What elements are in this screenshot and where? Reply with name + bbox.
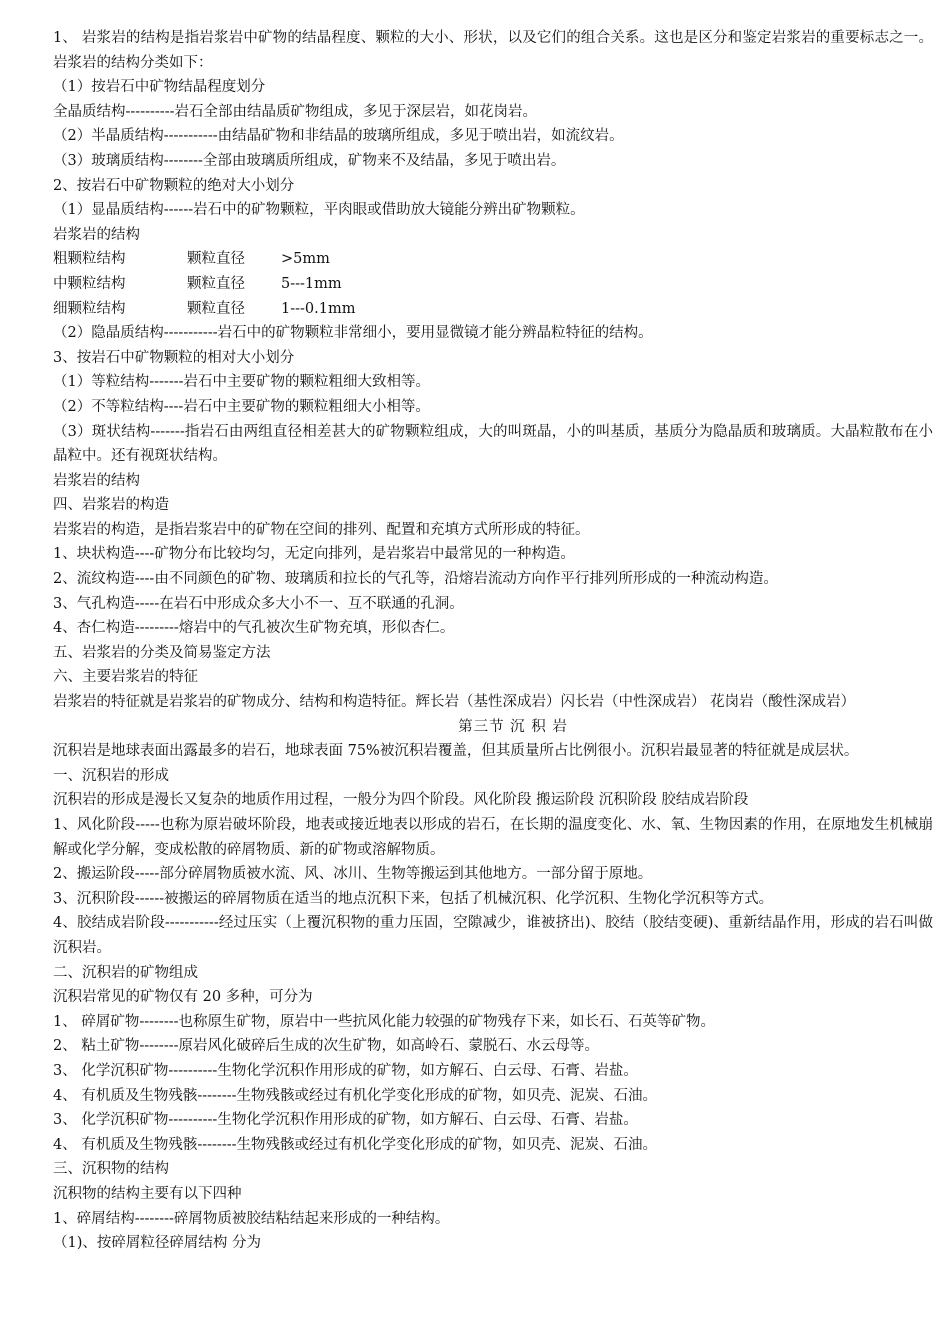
text-line: 2、流纹构造----由不同颜色的矿物、玻璃质和拉长的气孔等，沿熔岩流动方向作平行排列所形成的一种流动构造。 xyxy=(53,571,778,588)
grain-size-cell: 细颗粒结构 xyxy=(53,300,126,317)
text-line: 3、 化学沉积矿物----------生物化学沉积作用形成的矿物，如方解石、白云母、石膏、岩盐。 xyxy=(53,1062,638,1079)
text-line: 全晶质结构----------岩石全部由结晶质矿物组成，多见于深层岩，如花岗岩。 xyxy=(53,103,537,120)
text-line: 岩浆岩的结构 xyxy=(53,226,140,243)
grain-size-row xyxy=(53,272,933,297)
text-line: 沉积岩是地球表面出露最多的岩石，地球表面 75%被沉积岩覆盖，但其质量所占比例很小。沉积岩最显著的特征就是成层状。 xyxy=(53,743,859,760)
text-line: 1、 岩浆岩的结构是指岩浆岩中矿物的结晶程度、颗粒的大小、形状，以及它们的组合关系。这也是区分和鉴定岩浆岩的重要标志之一。岩浆岩的结构分类如下： xyxy=(53,30,933,71)
grain-size-cell: 5---1mm xyxy=(281,275,342,292)
text-line: 4、杏仁构造---------熔岩中的气孔被次生矿物充填，形似杏仁。 xyxy=(53,620,455,637)
text-line: （1)、按碎屑粒径碎屑结构 分为 xyxy=(53,1235,261,1252)
text-line: 岩浆岩的特征就是岩浆岩的矿物成分、结构和构造特征。辉长岩（基性深成岩）闪长岩（中性深成岩） 花岗岩（酸性深成岩） xyxy=(53,694,856,711)
text-line: 1、碎屑结构--------碎屑物质被胶结粘结起来形成的一种结构。 xyxy=(53,1210,450,1227)
text-line: 一、沉积岩的形成 xyxy=(53,767,169,784)
grain-size-cell: 颗粒直径 xyxy=(187,300,245,317)
text-line: 沉积物的结构主要有以下四种 xyxy=(53,1185,242,1202)
grain-size-cell: 颗粒直径 xyxy=(187,251,245,268)
text-line: 2、搬运阶段-----部分碎屑物质被水流、风、冰川、生物等搬运到其他地方。一部分留于原地。 xyxy=(53,866,653,883)
text-line: 二、沉积岩的矿物组成 xyxy=(53,964,198,981)
text-line: 岩浆岩的结构 xyxy=(53,472,140,489)
text-line: （2）不等粒结构----岩石中主要矿物的颗粒粗细大小相等。 xyxy=(53,398,430,415)
text-line: 4、胶结成岩阶段-----------经过压实（上覆沉积物的重力压固，空隙减少，谁被挤出)、胶结（胶结变硬)、重新结晶作用，形成的岩石叫做沉积岩。 xyxy=(53,915,933,956)
text-line: 3、 化学沉积矿物----------生物化学沉积作用形成的矿物，如方解石、白云母、石膏、岩盐。 xyxy=(53,1112,638,1129)
document-body xyxy=(53,26,933,1256)
text-line: （1）显晶质结构------岩石中的矿物颗粒，平肉眼或借助放大镜能分辨出矿物颗粒。 xyxy=(53,202,585,219)
text-line: 3、沉积阶段------被搬运的碎屑物质在适当的地点沉积下来，包括了机械沉积、化学沉积、生物化学沉积等方式。 xyxy=(53,890,774,907)
grain-size-cell: 颗粒直径 xyxy=(187,275,245,292)
section-heading: 第三节 沉 积 岩 xyxy=(458,718,568,735)
text-line: 沉积岩常见的矿物仅有 20 多种，可分为 xyxy=(53,989,313,1006)
grain-size-row xyxy=(53,297,933,322)
text-line: 沉积岩的形成是漫长又复杂的地质作用过程，一般分为四个阶段。风化阶段 搬运阶段 沉积阶段 胶结成岩阶段 xyxy=(53,792,749,809)
text-line: 三、沉积物的结构 xyxy=(53,1161,169,1178)
text-line: 2、 粘土矿物--------原岩风化破碎后生成的次生矿物，如高岭石、蒙脱石、水云母等。 xyxy=(53,1038,600,1055)
text-line: 3、气孔构造-----在岩石中形成众多大小不一、互不联通的孔洞。 xyxy=(53,595,464,612)
text-line: （2）半晶质结构-----------由结晶矿物和非结晶的玻璃所组成，多见于喷出岩，如流纹岩。 xyxy=(53,128,624,145)
grain-size-row xyxy=(53,247,933,272)
text-line: 3、按岩石中矿物颗粒的相对大小划分 xyxy=(53,349,295,366)
text-line: （3）玻璃质结构--------全部由玻璃质所组成，矿物来不及结晶，多见于喷出岩。 xyxy=(53,152,566,169)
text-line: 六、主要岩浆岩的特征 xyxy=(53,669,198,686)
text-line: （1）按岩石中矿物结晶程度划分 xyxy=(53,79,266,96)
grain-size-cell: >5mm xyxy=(281,251,330,268)
text-line: 2、按岩石中矿物颗粒的绝对大小划分 xyxy=(53,177,295,194)
text-line: 1、 碎屑矿物--------也称原生矿物，原岩中一些抗风化能力较强的矿物残存下来，如长石、石英等矿物。 xyxy=(53,1013,716,1030)
grain-size-cell: 中颗粒结构 xyxy=(53,275,126,292)
grain-size-cell: 1---0.1mm xyxy=(281,300,356,317)
text-line: 1、风化阶段-----也称为原岩破坏阶段，地表或接近地表以形成的岩石，在长期的温度变化、水、氧、生物因素的作用，在原地发生机械崩解或化学分解，变成松散的碎屑物质、新的矿物或溶解物质。 xyxy=(53,817,933,858)
text-line: 4、 有机质及生物残骸--------生物残骸或经过有机化学变化形成的矿物，如贝壳、泥炭、石油。 xyxy=(53,1136,658,1153)
grain-size-cell: 粗颗粒结构 xyxy=(53,251,126,268)
text-line: 1、块状构造----矿物分布比较均匀，无定向排列，是岩浆岩中最常见的一种构造。 xyxy=(53,546,575,563)
text-line: （1）等粒结构-------岩石中主要矿物的颗粒粗细大致相等。 xyxy=(53,374,431,391)
text-line: 岩浆岩的构造，是指岩浆岩中的矿物在空间的排列、配置和充填方式所形成的特征。 xyxy=(53,521,590,538)
text-line: 四、岩浆岩的构造 xyxy=(53,497,169,514)
text-line: 4、 有机质及生物残骸--------生物残骸或经过有机化学变化形成的矿物，如贝壳、泥炭、石油。 xyxy=(53,1087,658,1104)
text-line: （2）隐晶质结构-----------岩石中的矿物颗粒非常细小，要用显微镜才能分辨晶粒特征的结构。 xyxy=(53,325,653,342)
text-line: 五、岩浆岩的分类及简易鉴定方法 xyxy=(53,644,271,661)
text-line: （3）斑状结构-------指岩石由两组直径相差甚大的矿物颗粒组成，大的叫斑晶，小的叫基质，基质分为隐晶质和玻璃质。大晶粒散布在小晶粒中。还有视斑状结构。 xyxy=(53,423,933,465)
